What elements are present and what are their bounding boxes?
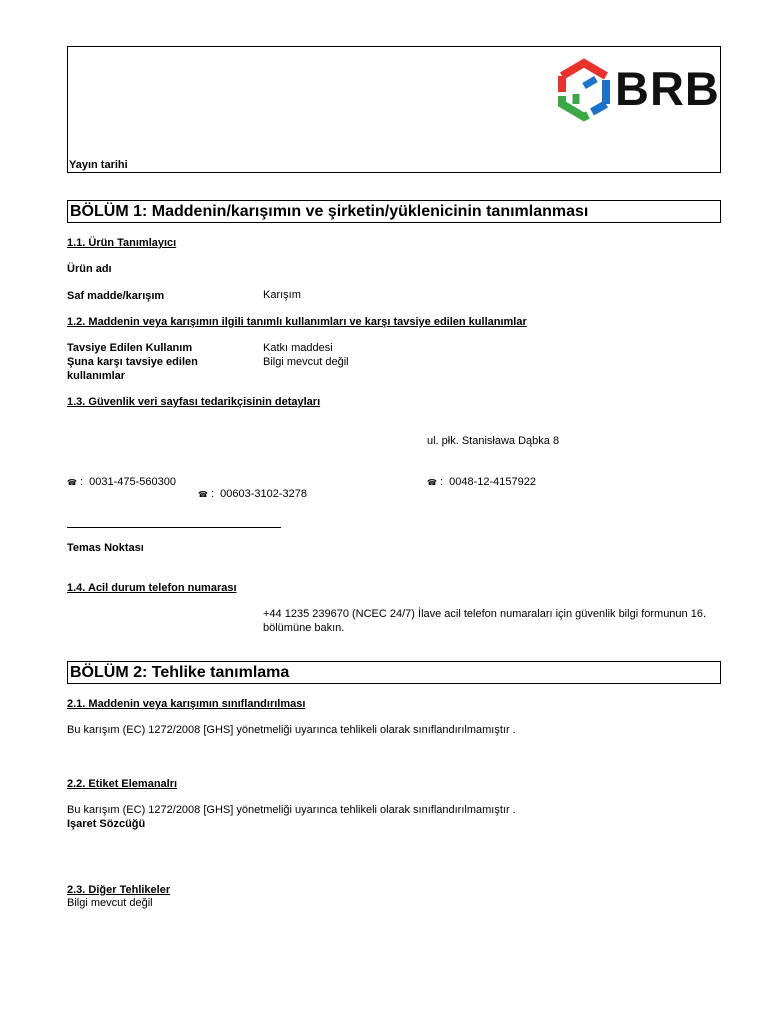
brb-logo <box>556 58 726 126</box>
emergency-phone-line-1: +44 1235 239670 (NCEC 24/7) İlave acil telefon numaraları için güvenlik bilgi formunun 16. <box>263 608 707 620</box>
phone-icon: ☎ <box>67 478 77 487</box>
heading-2-2: 2.2. Etiket Elemanalrı <box>67 778 178 790</box>
phone-line-1: ☎ : 0031-475-560300 <box>67 476 176 488</box>
phone-icon: ☎ <box>198 490 208 499</box>
uses-advised-against-value: Bilgi mevcut değil <box>263 356 349 368</box>
section-1-title: BÖLÜM 1: Maddenin/karışımın ve şirketin/yüklenicinin tanımlanması <box>67 200 721 223</box>
signal-word-label: Işaret Sözcüğü <box>67 818 146 830</box>
other-hazards-text: Bilgi mevcut değil <box>67 897 153 909</box>
section-2-title: BÖLÜM 2: Tehlike tanımlama <box>67 661 721 684</box>
heading-1-3: 1.3. Güvenlik veri sayfası tedarikçisinin detayları <box>67 396 321 408</box>
signature-rule <box>67 527 281 528</box>
phone-line-3: ☎ : 0048-12-4157922 <box>427 476 536 488</box>
substance-mixture-label: Saf madde/karışım <box>67 290 165 302</box>
recommended-use-value: Katkı maddesi <box>263 342 333 354</box>
publication-date-label: Yayın tarihi <box>69 159 128 171</box>
header-box <box>67 46 721 173</box>
classification-text: Bu karışım (EC) 1272/2008 [GHS] yönetmeliği uyarınca tehlikeli olarak sınıflandırılmamıştır . <box>67 724 516 736</box>
contact-point-label: Temas Noktası <box>67 542 144 554</box>
logo-text: BRB <box>615 62 720 115</box>
heading-1-1: 1.1. Ürün Tanımlayıcı <box>67 237 177 249</box>
product-name-label: Ürün adı <box>67 263 112 275</box>
phone-number-2: 00603-3102-3278 <box>220 488 307 500</box>
recommended-use-label: Tavsiye Edilen Kullanım <box>67 342 193 354</box>
emergency-phone-line-2: bölümüne bakın. <box>263 622 345 634</box>
uses-advised-against-label-1: Şuna karşı tavsiye edilen <box>67 356 198 368</box>
cube-logo-icon <box>556 58 612 124</box>
phone-number-1: 0031-475-560300 <box>89 476 176 488</box>
phone-line-2: ☎ : 00603-3102-3278 <box>198 488 307 500</box>
phone-icon: ☎ <box>427 478 437 487</box>
heading-2-1: 2.1. Maddenin veya karışımın sınıflandırılması <box>67 698 306 710</box>
heading-1-4: 1.4. Acil durum telefon numarası <box>67 582 237 594</box>
uses-advised-against-label-2: kullanımlar <box>67 370 126 382</box>
heading-2-3: 2.3. Diğer Tehlikeler <box>67 884 171 896</box>
label-elements-text: Bu karışım (EC) 1272/2008 [GHS] yönetmeliği uyarınca tehlikeli olarak sınıflandırılmamıştır . <box>67 804 516 816</box>
phone-number-3: 0048-12-4157922 <box>449 476 536 488</box>
heading-1-2: 1.2. Maddenin veya karışımın ilgili tanımlı kullanımları ve karşı tavsiye edilen kullanımlar <box>67 316 527 328</box>
supplier-address: ul. płk. Stanisława Dąbka 8 <box>427 435 560 447</box>
substance-mixture-value: Karışım <box>263 289 301 301</box>
